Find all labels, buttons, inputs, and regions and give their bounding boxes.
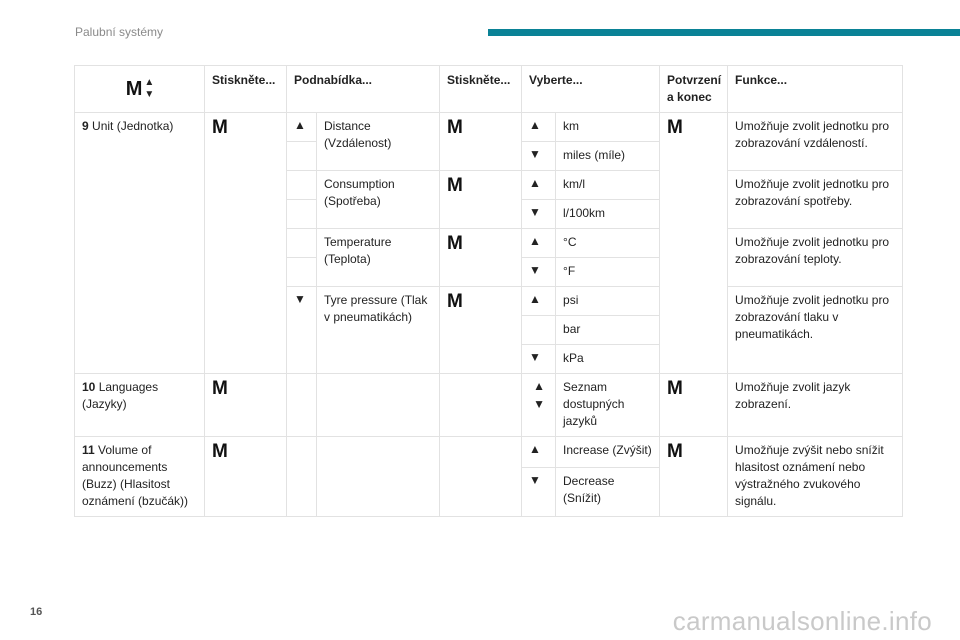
arrow-up-icon: ▲	[287, 113, 317, 142]
press-cell	[205, 437, 287, 517]
arrow-down-icon: ▼	[522, 467, 556, 516]
arrow-down-icon: ▼	[522, 258, 556, 287]
submenu-temperature: Temperature (Teplota)	[317, 229, 440, 287]
option-value: km	[556, 113, 660, 142]
arrow-up-icon: ▲	[522, 287, 556, 316]
header-icon-cell	[75, 66, 205, 113]
table-header-row	[75, 66, 903, 113]
option-value: Decrease (Snížit)	[556, 467, 660, 516]
settings-table	[74, 65, 903, 517]
arrow-up-icon: ▲	[144, 77, 155, 88]
option-value: °F	[556, 258, 660, 287]
column-header: Podnabídka...	[287, 66, 440, 113]
confirm-cell	[660, 113, 728, 374]
arrow-up-icon: ▲	[533, 379, 545, 393]
page-number: 16	[30, 606, 43, 618]
menu-button-icon: M	[667, 378, 683, 399]
menu-button-icon: M	[667, 117, 683, 138]
arrow-down-icon: ▼	[533, 397, 545, 411]
table-row	[75, 437, 903, 468]
press-cell	[205, 374, 287, 437]
menu-button-icon: M	[212, 378, 228, 399]
menu-button-icon: M	[125, 78, 143, 100]
arrow-up-icon: ▲	[522, 171, 556, 200]
press-cell	[440, 229, 522, 287]
option-value: l/100km	[556, 200, 660, 229]
arrow-up-icon: ▲	[522, 229, 556, 258]
option-value: Seznam dostupných jazyků	[556, 374, 660, 437]
menu-button-icon: M	[447, 175, 463, 196]
column-header: Funkce...	[728, 66, 903, 113]
option-value: bar	[556, 316, 660, 345]
menu-button-icon: M	[447, 233, 463, 254]
column-header: Vyberte...	[522, 66, 660, 113]
arrow-up-icon: ▲	[522, 437, 556, 468]
row-label-volume: 11 Volume of announcements (Buzz) (Hlasitost oznámení (bzučák))	[75, 437, 205, 517]
press-cell	[440, 171, 522, 229]
press-cell	[440, 113, 522, 171]
function-description: Umožňuje zvolit jednotku pro zobrazování teploty.	[728, 229, 903, 287]
menu-button-icon: M	[212, 117, 228, 138]
option-value: kPa	[556, 345, 660, 374]
press-cell	[440, 287, 522, 374]
menu-button-icon: M	[667, 441, 683, 462]
submenu-tyre-pressure: Tyre pressure (Tlak v pneumatikách)	[317, 287, 440, 374]
arrow-down-icon: ▼	[522, 200, 556, 229]
function-description: Umožňuje zvýšit nebo snížit hlasitost oznámení nebo výstražného zvukového signálu.	[728, 437, 903, 517]
arrow-down-icon: ▼	[522, 142, 556, 171]
arrow-down-icon: ▼	[522, 345, 556, 374]
submenu-distance: Distance (Vzdálenost)	[317, 113, 440, 171]
row-label-unit: 9 Unit (Jednotka)	[75, 113, 205, 374]
option-value: Increase (Zvýšit)	[556, 437, 660, 468]
submenu-consumption: Consumption (Spotřeba)	[317, 171, 440, 229]
section-title: Palubní systémy	[75, 25, 164, 39]
table-row	[75, 374, 903, 437]
menu-button-icon: M	[212, 441, 228, 462]
function-description: Umožňuje zvolit jednotku pro zobrazování vzdáleností.	[728, 113, 903, 171]
menu-button-icon: M	[447, 291, 463, 312]
option-value: miles (míle)	[556, 142, 660, 171]
option-value: km/l	[556, 171, 660, 200]
column-header: Stiskněte...	[440, 66, 522, 113]
confirm-cell	[660, 374, 728, 437]
confirm-cell	[660, 437, 728, 517]
arrow-down-icon: ▼	[287, 287, 317, 374]
table-row	[75, 113, 903, 142]
column-header: Stiskněte...	[205, 66, 287, 113]
menu-button-icon: M	[447, 117, 463, 138]
function-description: Umožňuje zvolit jednotku pro zobrazování tlaku v pneumatikách.	[728, 287, 903, 374]
option-value: °C	[556, 229, 660, 258]
column-header: Potvrzení a konec	[660, 66, 728, 113]
press-cell	[205, 113, 287, 374]
option-value: psi	[556, 287, 660, 316]
header-accent-bar	[488, 29, 960, 36]
arrow-up-icon: ▲	[522, 113, 556, 142]
row-label-languages: 10 Languages (Jazyky)	[75, 374, 205, 437]
arrow-down-icon: ▼	[144, 89, 155, 100]
watermark: carmanualsonline.info	[672, 606, 932, 636]
function-description: Umožňuje zvolit jednotku pro zobrazování spotřeby.	[728, 171, 903, 229]
function-description: Umožňuje zvolit jazyk zobrazení.	[728, 374, 903, 437]
